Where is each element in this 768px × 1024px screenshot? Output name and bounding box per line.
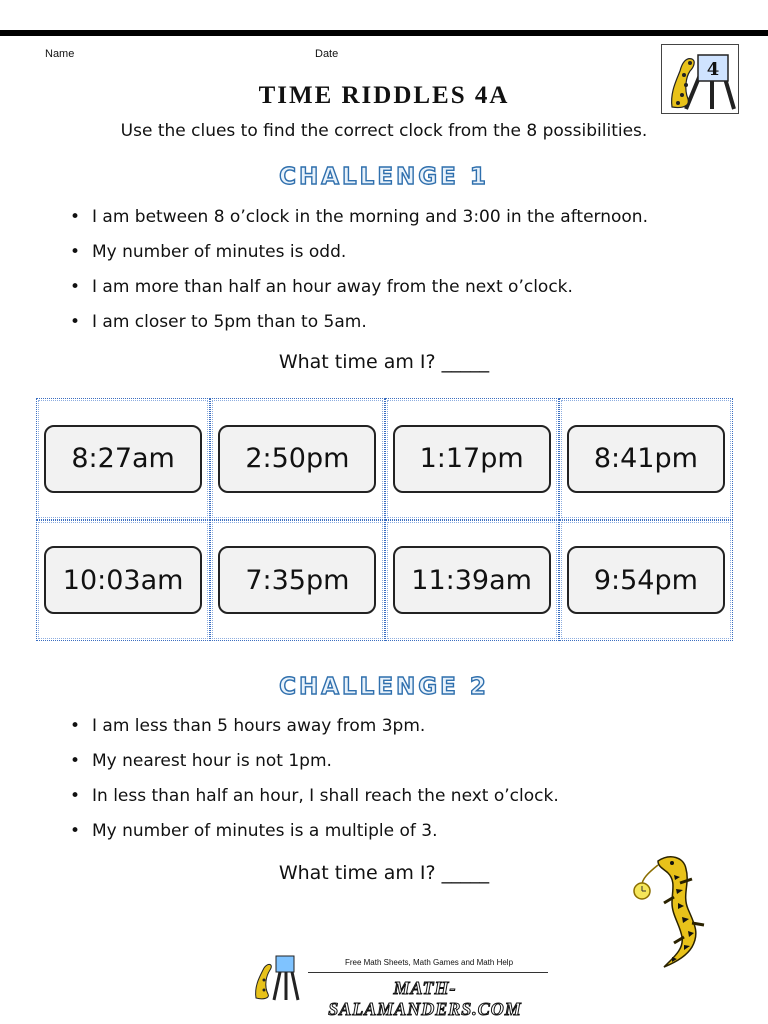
clock-options-grid — [36, 398, 733, 641]
challenge-2-question: What time am I? _____ — [278, 862, 490, 884]
date-label: Date — [315, 48, 339, 60]
worksheet-title: TIME RIDDLES 4A — [258, 82, 510, 109]
clue-item: • I am less than 5 hours away from 3pm. — [70, 709, 750, 744]
clue-item: • I am more than half an hour away from the next o’clock. — [70, 270, 750, 305]
clock-cell — [210, 398, 384, 520]
clock-option[interactable]: 10:03am — [44, 546, 202, 614]
name-label: Name — [45, 48, 75, 60]
clock-cell — [36, 398, 210, 520]
clock-cell — [559, 520, 733, 642]
clock-cell — [385, 520, 559, 642]
challenge-1-question: What time am I? _____ — [278, 351, 490, 373]
footer-site-link[interactable]: MATH-SALAMANDERS.COM — [328, 978, 522, 1019]
clock-cell — [36, 520, 210, 642]
clock-option[interactable]: 1:17pm — [393, 425, 551, 493]
clue-item: • I am between 8 o’clock in the morning and 3:00 in the afternoon. — [70, 200, 750, 235]
clue-item: • I am closer to 5pm than to 5am. — [70, 305, 750, 340]
clue-item: • My number of minutes is odd. — [70, 235, 750, 270]
clock-option[interactable]: 8:41pm — [567, 425, 725, 493]
clue-item: • In less than half an hour, I shall reach the next o’clock. — [70, 779, 750, 814]
footer-salamander-logo-icon — [250, 952, 300, 1002]
challenge-2-clues — [70, 709, 750, 849]
footer-divider — [308, 972, 548, 973]
clock-option[interactable]: 11:39am — [393, 546, 551, 614]
logo-number: 4 — [706, 59, 720, 80]
clock-cell — [559, 398, 733, 520]
challenge-1-heading: CHALLENGE 1 — [279, 164, 489, 190]
challenge-1-clues — [70, 200, 750, 340]
clock-cell — [210, 520, 384, 642]
clock-cell — [385, 398, 559, 520]
clue-item: • My nearest hour is not 1pm. — [70, 744, 750, 779]
clock-option[interactable]: 2:50pm — [218, 425, 376, 493]
salamander-with-pocket-watch-icon — [628, 853, 724, 971]
top-rule — [0, 30, 768, 36]
clue-item: • My number of minutes is a multiple of 3. — [70, 814, 750, 849]
instructions: Use the clues to find the correct clock from the 8 possibilities. — [120, 121, 648, 141]
challenge-2-heading: CHALLENGE 2 — [279, 674, 489, 700]
clock-option[interactable]: 9:54pm — [567, 546, 725, 614]
clock-option[interactable]: 8:27am — [44, 425, 202, 493]
footer-tagline: Free Math Sheets, Math Games and Math Help — [344, 958, 514, 967]
clock-option[interactable]: 7:35pm — [218, 546, 376, 614]
